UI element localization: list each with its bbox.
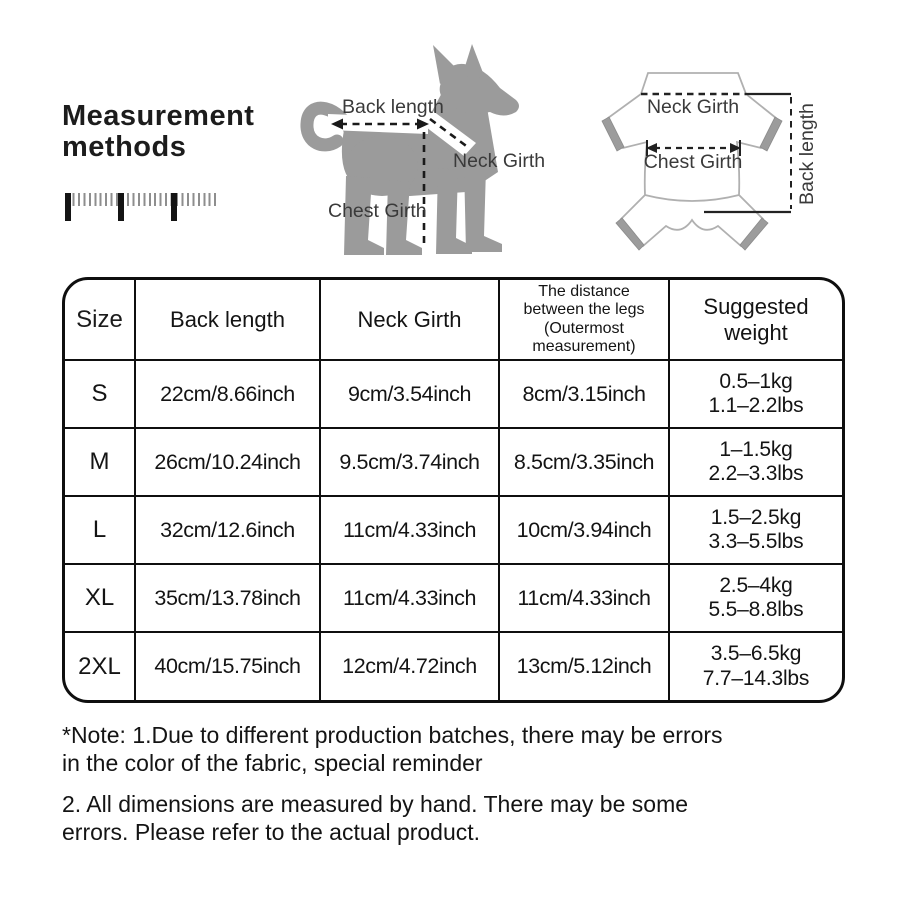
leg-distance-cell: 8.5cm/3.35inch <box>500 427 670 495</box>
note-1: *Note: 1.Due to different production batches, there may be errors in the color of the fabric, special reminder <box>62 722 723 776</box>
dog-measurement-diagram <box>300 40 580 260</box>
dog-neck-girth-label: Neck Girth <box>453 150 546 172</box>
size-cell: S <box>65 359 136 427</box>
weight-cell: 2.5–4kg 5.5–8.8lbs <box>670 563 842 631</box>
back-length-cell: 40cm/15.75inch <box>136 631 321 700</box>
ruler-major-tick <box>65 193 71 221</box>
dog-chest-girth-label: Chest Girth <box>328 200 427 222</box>
garment-chest-girth-label: Chest Girth <box>643 151 743 173</box>
weight-cell: 1.5–2.5kg 3.3–5.5lbs <box>670 495 842 563</box>
col-header-back-length: Back length <box>136 280 321 359</box>
back-length-cell: 35cm/13.78inch <box>136 563 321 631</box>
ruler-minor-ticks <box>67 193 218 206</box>
size-cell: L <box>65 495 136 563</box>
table-row-2xl <box>65 631 842 700</box>
page-title-line1: Measurement <box>62 100 255 132</box>
col-header-leg-distance: The distance between the legs (Outermost measurement) <box>500 280 670 359</box>
col-header-size: Size <box>65 280 136 359</box>
ruler-icon <box>65 193 218 221</box>
ruler-major-tick <box>171 193 177 221</box>
back-length-cell: 32cm/12.6inch <box>136 495 321 563</box>
col-header-neck-girth: Neck Girth <box>321 280 500 359</box>
neck-girth-cell: 9cm/3.54inch <box>321 359 500 427</box>
neck-girth-cell: 12cm/4.72inch <box>321 631 500 700</box>
table-row-m <box>65 427 842 495</box>
leg-distance-cell: 8cm/3.15inch <box>500 359 670 427</box>
back-length-cell: 22cm/8.66inch <box>136 359 321 427</box>
dog-ear <box>462 44 485 78</box>
weight-cell: 3.5–6.5kg 7.7–14.3lbs <box>670 631 842 700</box>
garment-back-length-label: Back length <box>796 103 818 205</box>
ruler-major-tick <box>118 193 124 221</box>
size-cell: 2XL <box>65 631 136 700</box>
garment-neck-girth-label: Neck Girth <box>646 96 740 118</box>
weight-cell: 1–1.5kg 2.2–3.3lbs <box>670 427 842 495</box>
garment-measurement-diagram <box>600 40 870 270</box>
neck-girth-cell: 9.5cm/3.74inch <box>321 427 500 495</box>
page-title-line2: methods <box>62 131 187 163</box>
table-header-row <box>65 280 842 359</box>
leg-distance-cell: 10cm/3.94inch <box>500 495 670 563</box>
neck-girth-cell: 11cm/4.33inch <box>321 563 500 631</box>
neck-girth-cell: 11cm/4.33inch <box>321 495 500 563</box>
notes-section <box>62 722 872 846</box>
leg-distance-cell: 11cm/4.33inch <box>500 563 670 631</box>
size-cell: XL <box>65 563 136 631</box>
col-header-suggested-weight: Suggested weight <box>703 293 809 345</box>
note-2: 2. All dimensions are measured by hand. There may be some errors. Please refer to the actual product. <box>62 791 689 845</box>
leg-distance-cell: 13cm/5.12inch <box>500 631 670 700</box>
dog-front-leg <box>464 164 502 252</box>
dog-back-length-label: Back length <box>342 96 444 118</box>
page-title <box>62 101 254 163</box>
weight-cell: 0.5–1kg 1.1–2.2lbs <box>670 359 842 427</box>
table-row-s <box>65 359 842 427</box>
size-table <box>62 277 845 703</box>
size-cell: M <box>65 427 136 495</box>
back-length-cell: 26cm/10.24inch <box>136 427 321 495</box>
table-row-xl <box>65 563 842 631</box>
table-row-l <box>65 495 842 563</box>
